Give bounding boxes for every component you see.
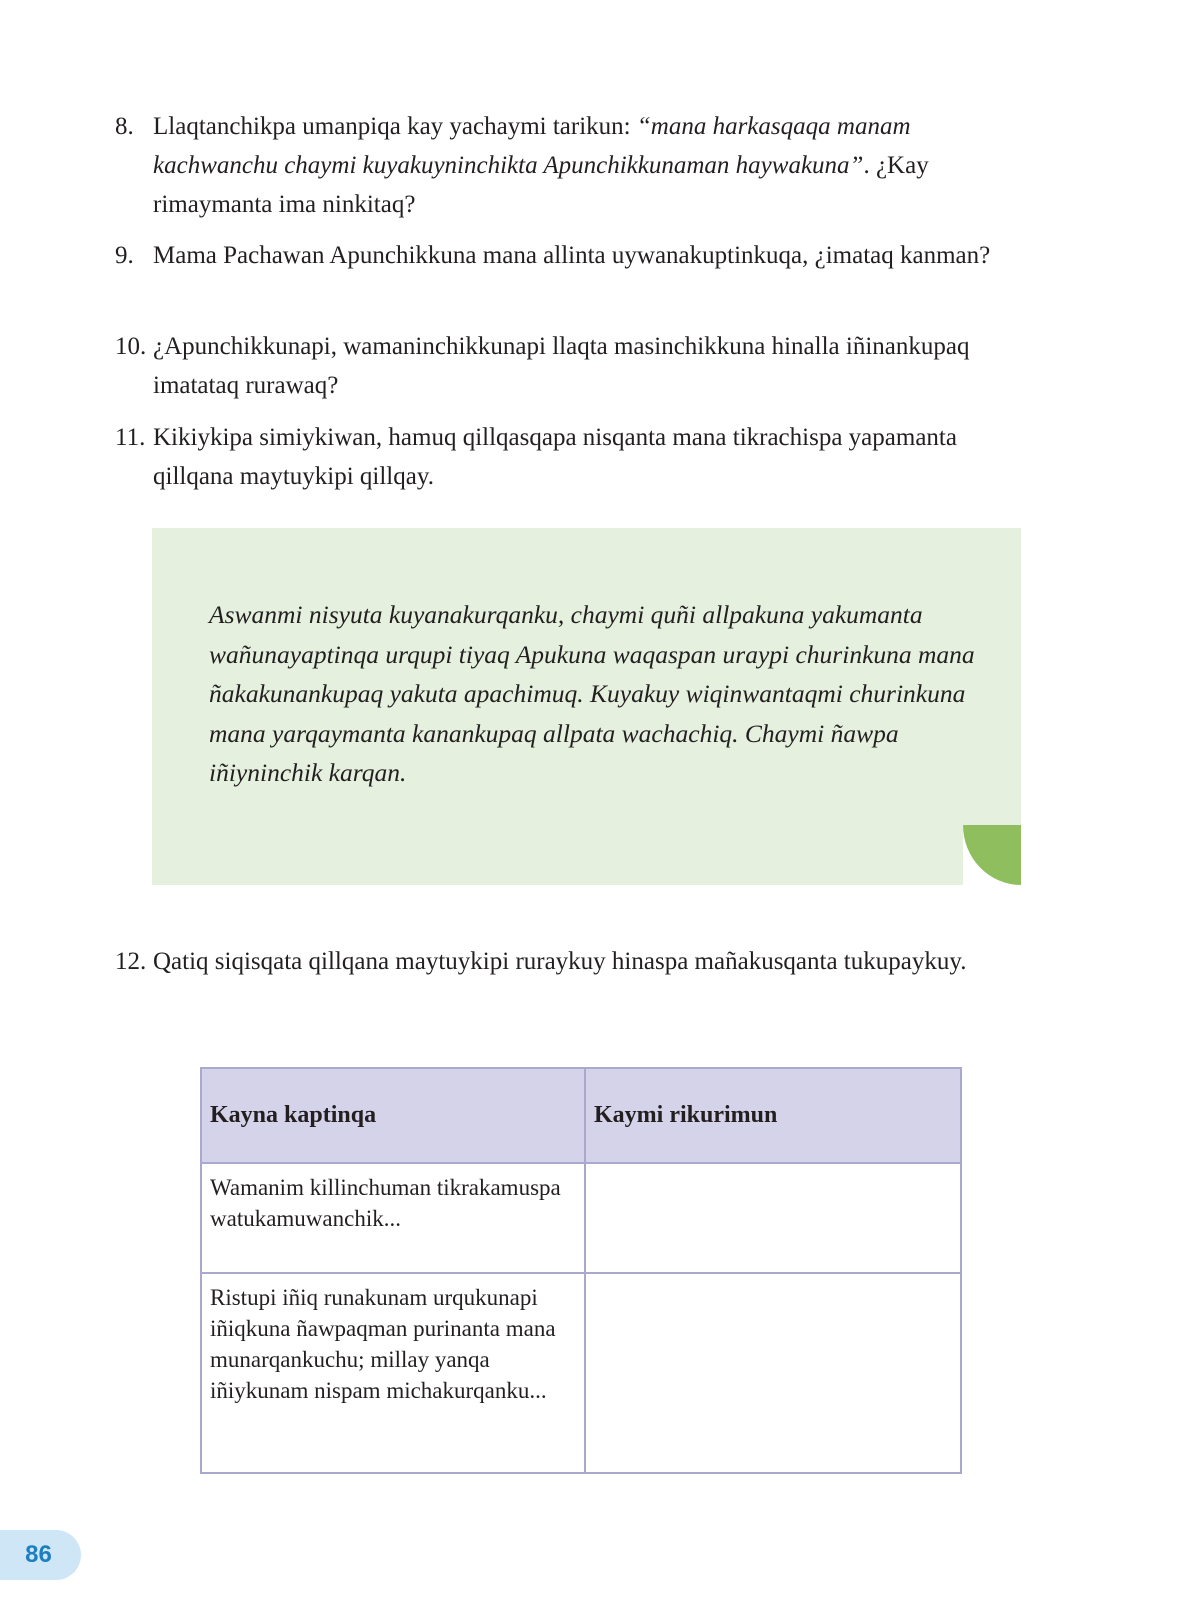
cause-effect-table [200, 1067, 962, 1474]
question-text: Kikiykipa simiykiwan, hamuq qillqasqapa nisqanta mana tikrachispa yapamanta qillqana maytuykipi qillqay. [153, 424, 957, 490]
question-number: 10. [115, 333, 147, 360]
table-row [201, 1273, 961, 1473]
question-text: Mama Pachawan Apunchikkuna mana allinta uywanakuptinkuqa, ¿imataq kanman? [153, 242, 991, 269]
question-number: 12. [115, 948, 147, 975]
table-cell: Ristupi iñiq runakunam urqukunapi iñiqkuna ñawpaqman purinanta mana munarqankuchu; millay yanqa iñiykunam nispam michakurqanku... [201, 1273, 585, 1473]
question-quote: “mana harkasqaqa manam kachwanchu chaymi kuyakuyninchikta Apunchikkunaman haywakuna” [153, 113, 911, 179]
page-number-badge: 86 [0, 1530, 81, 1580]
question-text: ¿Apunchikkunapi, wamaninchikkunapi llaqta masinchikkuna hinalla iñinankupaq imatataq rurawaq? [153, 333, 970, 399]
reading-note-text: Aswanmi nisyuta kuyanakurqanku, chaymi quñi allpakuna yakumanta wañunayaptinqa urqupi tiyaq Apukuna waqaspan uraypi churinkuna mana ñakakunankupaq yakuta apachimuq. Kuyakuy wiqinwantaqmi churinkuna mana yarqaymanta kanankupaq allpata wachachiq. Chaymi ñawpa iñiyninchik karqan. [209, 600, 975, 787]
question-12 [115, 942, 1035, 981]
question-text-part: . ¿Kay rimaymanta ima ninkitaq? [153, 152, 929, 218]
table-header-cell: Kaymi rikurimun [585, 1068, 961, 1163]
table-answer-cell[interactable] [585, 1163, 961, 1273]
question-number: 11. [115, 424, 146, 451]
table-row [201, 1163, 961, 1273]
question-11 [115, 418, 1035, 496]
question-10 [115, 327, 1035, 405]
table-header-row [201, 1068, 961, 1163]
table-answer-cell[interactable] [585, 1273, 961, 1473]
table-cell: Wamanim killinchuman tikrakamuspa watukamuwanchik... [201, 1163, 585, 1273]
question-text [153, 107, 1035, 224]
question-9 [115, 236, 1035, 275]
question-text-part: Llaqtanchikpa umanpiqa kay yachaymi tarikun: [153, 113, 637, 140]
table-header-cell: Kayna kaptinqa [201, 1068, 585, 1163]
question-number: 9. [115, 242, 134, 269]
question-8 [115, 107, 1035, 224]
question-number: 8. [115, 113, 134, 140]
reading-note-box [152, 528, 1021, 885]
question-text: Qatiq siqisqata qillqana maytuykipi ruraykuy hinaspa mañakusqanta tukupaykuy. [153, 948, 967, 975]
page-curl-icon [963, 825, 1021, 885]
